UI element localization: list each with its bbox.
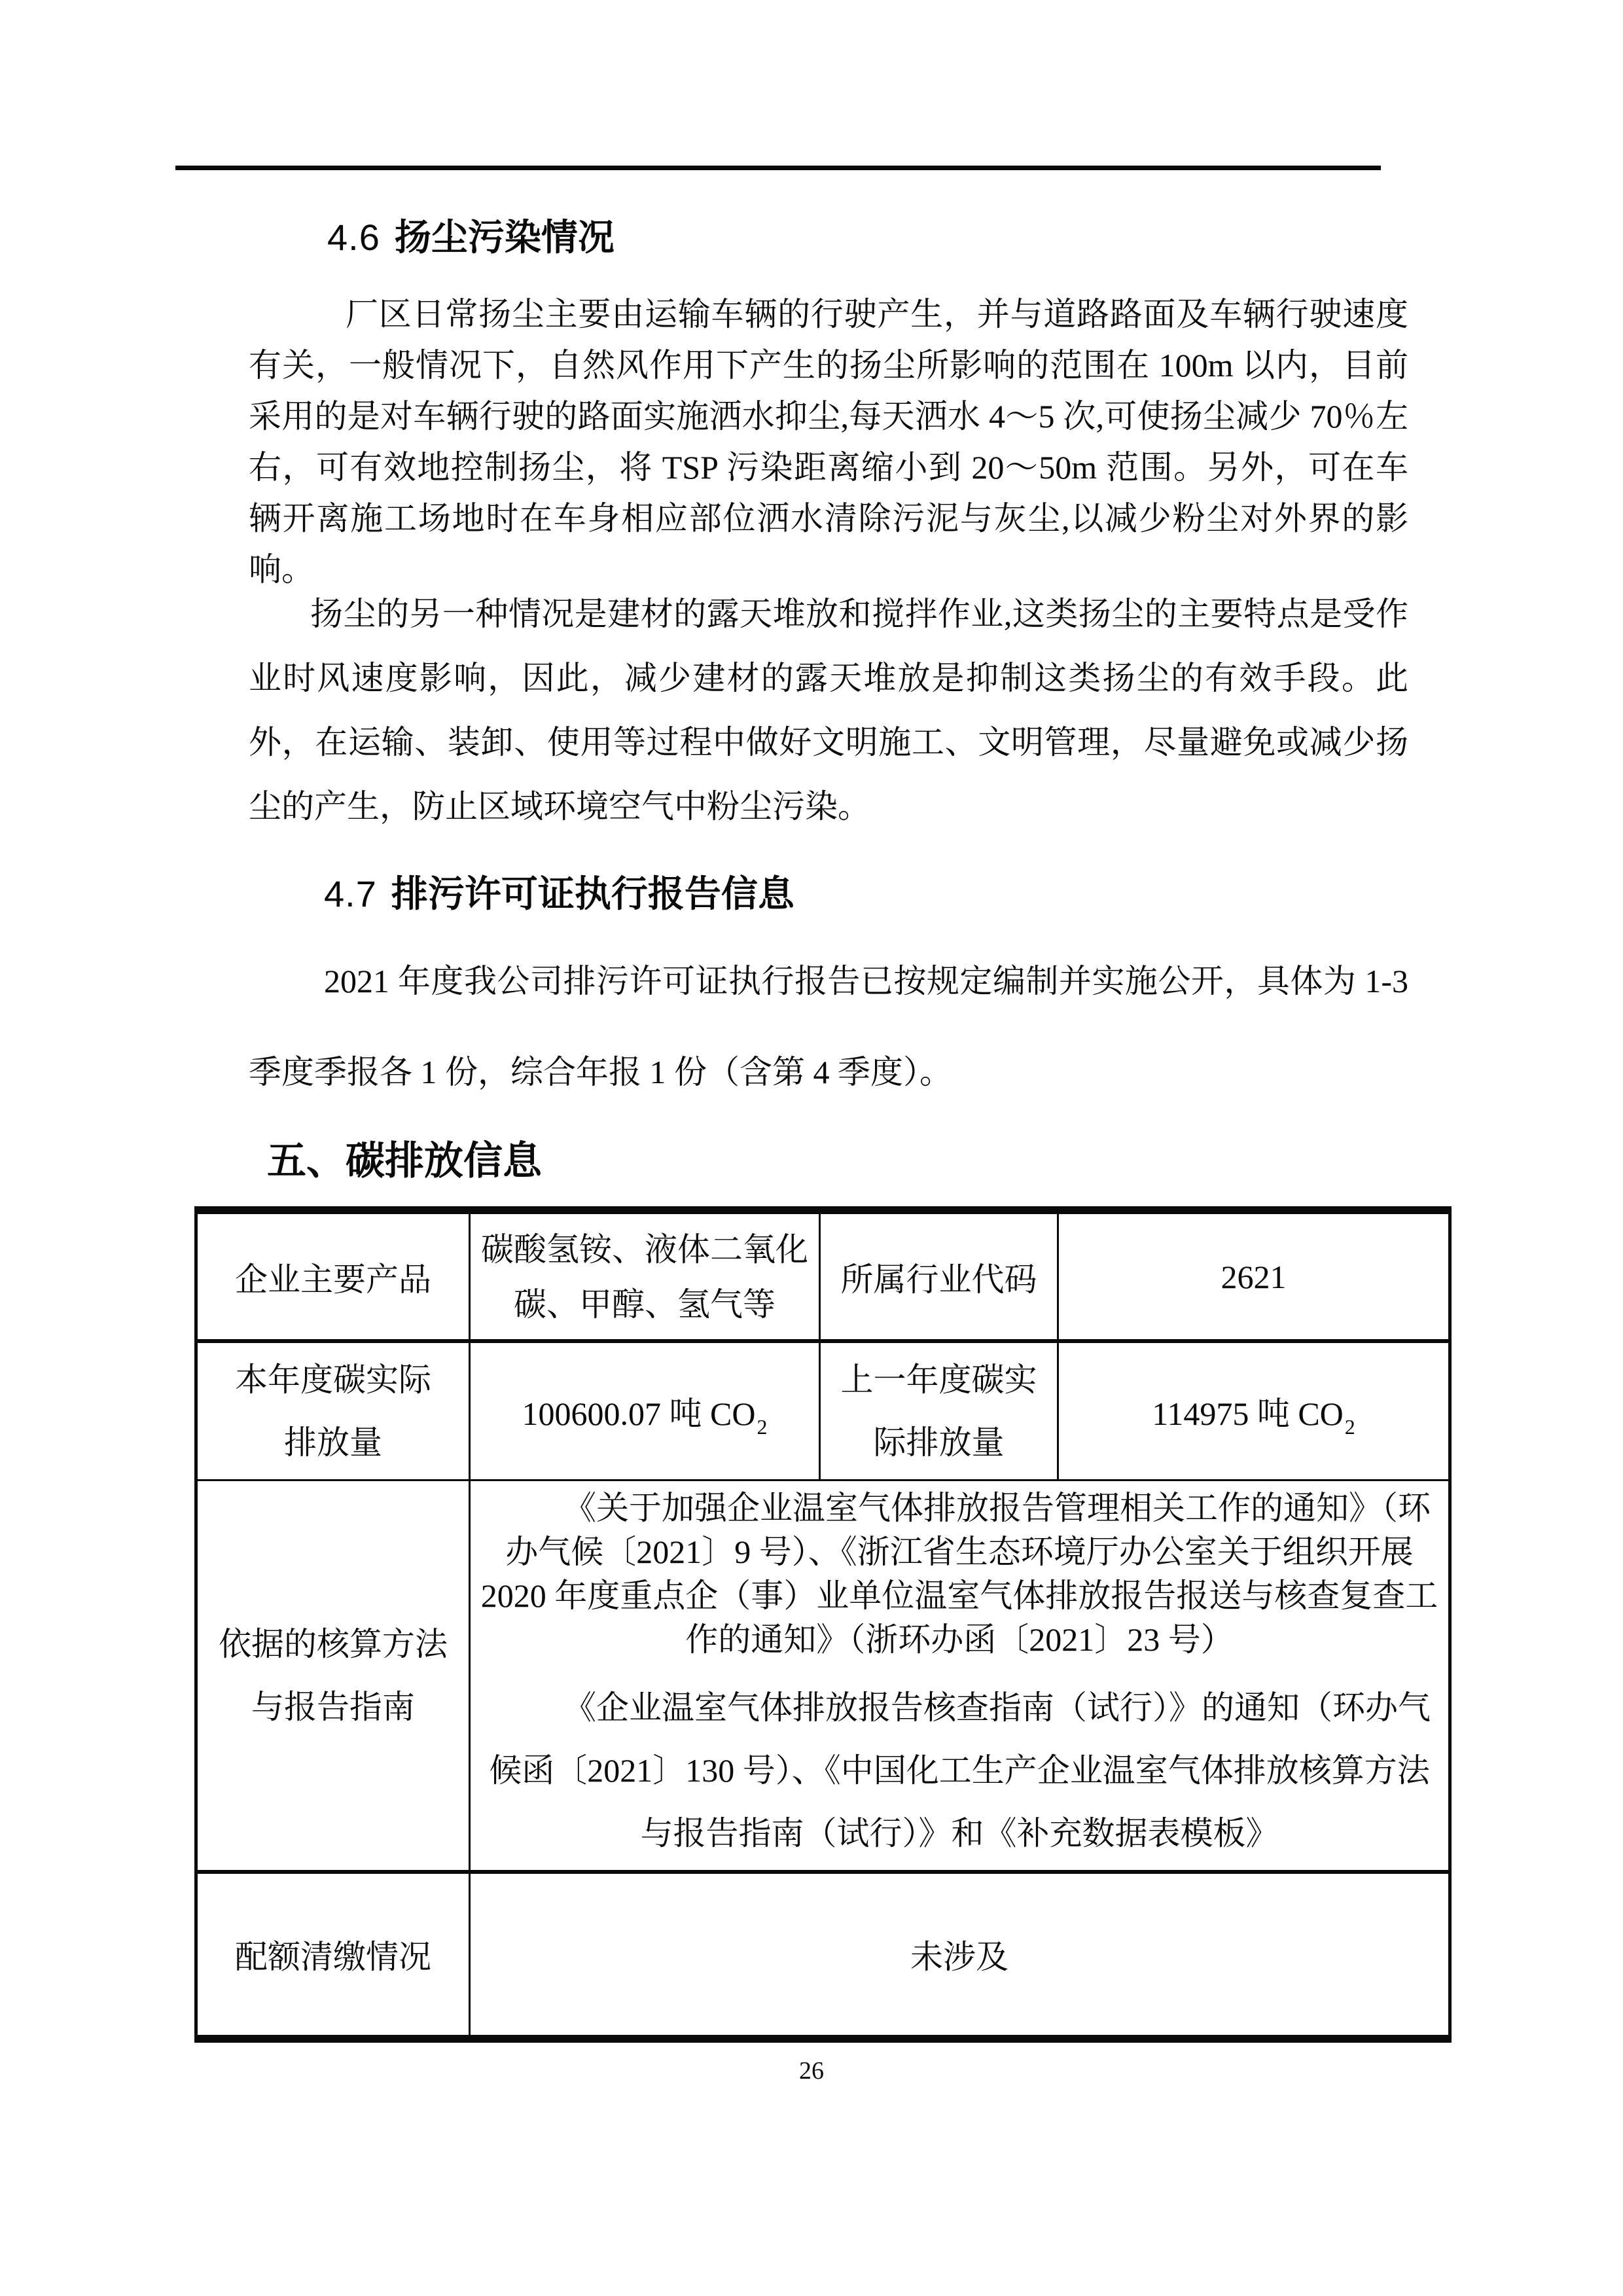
section-heading-4-7 [324, 873, 794, 915]
paragraph-permit-report: 2021 年度我公司排污许可证执行报告已按规定编制并实施公开，具体为 1-3 季度季报各 1 份，综合年报 1 份（含第 4 季度）。 [249, 963, 1408, 1090]
page-number: 26 [799, 2057, 824, 2085]
table-row [196, 1341, 1450, 1480]
section-heading-4-6 [327, 217, 615, 259]
carbon-emission-table [194, 1206, 1452, 2043]
paragraph-dust-vehicles: 厂区日常扬尘主要由运输车辆的行驶产生，并与道路路面及车辆行驶速度有关，一般情况下，自然风作用下产生的扬尘所影响的范围在 100m 以内，目前采用的是对车辆行驶的路面实施洒水抑尘,每天洒水 4～5 次,可使扬尘减少 70％左右，可有效地控制扬尘，将 TSP 污染距离缩小到 20～50m 范围。另外，可在车辆开离施工场地时在车身相应部位洒水清除污泥与灰尘,以减少粉尘对外界的影响。 [249, 296, 1408, 588]
emission-value-text: 114975 吨 CO [1152, 1395, 1344, 1432]
cell-line: 上一年度碳实 [840, 1361, 1037, 1398]
methods-paragraph-1: 《关于加强企业温室气体排放报告管理相关工作的通知》（环办气候〔2021〕9 号）、《浙江省生态环境厅办公室关于组织开展 2020 年度重点企（事）业单位温室气体排放报告报送与核查复查工作的通知》（浙环办函〔2021〕23 号） [480, 1490, 1438, 1658]
cell-line: 与报告指南 [251, 1689, 415, 1725]
header-rule [175, 166, 1381, 170]
cell-previous-emission-value [1058, 1341, 1450, 1480]
cell-quota-label: 配额清缴情况 [196, 1872, 470, 2039]
table-row [196, 1872, 1450, 2039]
cell-main-products-value [470, 1210, 820, 1341]
emission-value-text: 100600.07 吨 CO [522, 1395, 756, 1432]
cell-main-products-label: 企业主要产品 [196, 1210, 470, 1341]
co2-subscript: 2 [1344, 1415, 1355, 1439]
section-title: 扬尘污染情况 [394, 217, 615, 258]
cell-previous-emission-label [820, 1341, 1058, 1480]
cell-line: 本年度碳实际 [235, 1361, 431, 1398]
section-number: 4.7 [324, 873, 377, 914]
cell-current-emission-label [196, 1341, 470, 1480]
section-number: 4.6 [327, 217, 380, 258]
paragraph-dust-materials: 扬尘的另一种情况是建材的露天堆放和搅拌作业,这类扬尘的主要特点是受作业时风速度影响，因此，减少建材的露天堆放是抑制这类扬尘的有效手段。此外，在运输、装卸、使用等过程中做好文明施工、文明管理，尽量避免或减少扬尘的产生，防止区域环境空气中粉尘污染。 [249, 596, 1408, 825]
cell-line: 际排放量 [873, 1424, 1005, 1461]
cell-quota-value: 未涉及 [470, 1872, 1450, 2039]
section-heading-5-carbon: 五、碳排放信息 [267, 1139, 542, 1183]
cell-line: 排放量 [284, 1424, 382, 1461]
table-row [196, 1480, 1450, 1873]
cell-industry-code-value: 2621 [1058, 1210, 1450, 1341]
section-title: 排污许可证执行报告信息 [391, 873, 794, 914]
cell-line: 碳、甲醇、氢气等 [514, 1285, 776, 1323]
cell-industry-code-label: 所属行业代码 [820, 1210, 1058, 1341]
table-row [196, 1210, 1450, 1341]
cell-line: 依据的核算方法 [219, 1626, 448, 1662]
co2-subscript: 2 [757, 1415, 768, 1439]
cell-line: 碳酸氢铵、液体二氧化 [481, 1230, 808, 1268]
cell-current-emission-value [470, 1341, 820, 1480]
methods-paragraph-2: 《企业温室气体排放报告核查指南（试行）》的通知（环办气候函〔2021〕130 号）、《中国化工生产企业温室气体排放核算方法与报告指南（试行）》和《补充数据表模板》 [489, 1689, 1431, 1852]
cell-methods-label [196, 1480, 470, 1873]
cell-methods-value [470, 1480, 1450, 1873]
